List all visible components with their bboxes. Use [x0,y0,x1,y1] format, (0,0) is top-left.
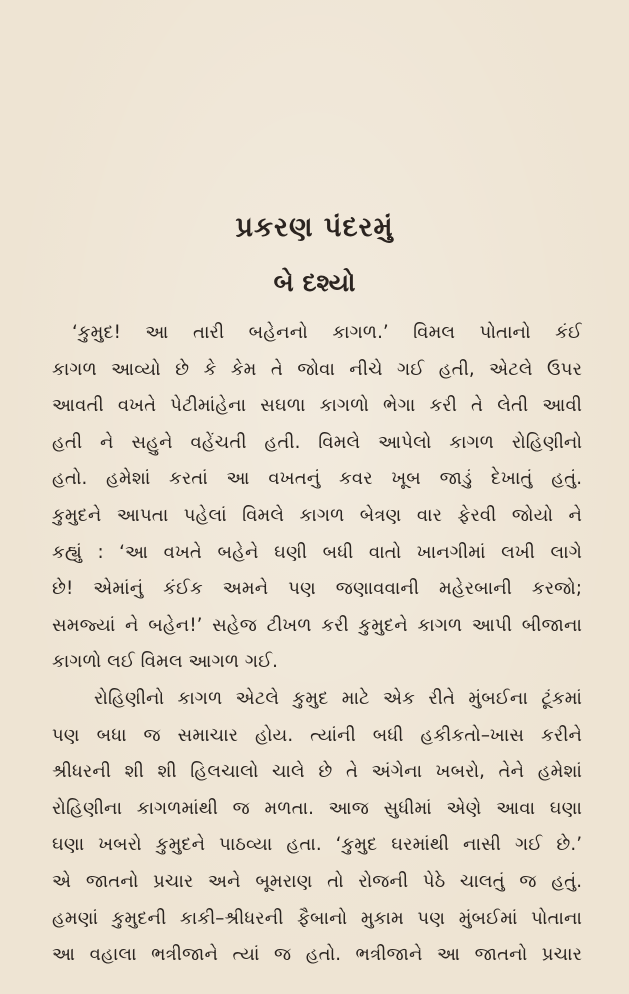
paragraph-1 [52,315,582,681]
text-line: ઘણા ખબરો કુમુદને પાઠવ્યા હતા. ‘કુમુદ ઘરમાંથી નાસી ગઈ છે.’ [52,834,582,856]
text-line: હતો. હમેશાં કરતાં આ વખતનું કવર ખૂબ જાડું દેખાતું હતું. [52,468,582,490]
text-line: કાગળ આવ્યો છે કે કેમ તે જોવા નીચે ગઈ હતી, એટલે ઉપર [52,358,582,380]
text-line: ‘કુમુદ! આ તારી બહેનનો કાગળ.’ વિમલ પોતાનો કંઈ [72,322,582,343]
text-line: કુમુદને આપતા પહેલાં વિમલે કાગળ બેત્રણ વાર ફેરવી જોયો ને [52,504,582,526]
text-line: આવતી વખતે પેટીમાંહેના સઘળા કાગળો ભેગા કરી તે લેતી આવી [52,395,582,417]
text-line: કહ્યું : ‘આ વખતે બહેને ઘણી બધી વાતો ખાનગીમાં લખી લાગે [52,541,582,563]
text-line: આ વહાલા ભત્રીજાને ત્યાં જ હતો. ભત્રીજાને આ જાતનો પ્રચાર [52,944,582,966]
text-line: રોહિણીનો કાગળ એટલે કુમુદ માટે એક રીતે મુંબઈના ટૂંકમાં [94,687,582,709]
text-line: હતી ને સહુને વહેંચતી હતી. વિમલે આપેલો કાગળ રોહિણીનો [52,431,582,453]
text-line: હમણાં કુમુદની કાકી–શ્રીધરની ફૈબાનો મુકામ પણ મુંબઈમાં પોતાના [52,907,582,929]
chapter-subtitle: બે દશ્યો [273,268,356,297]
body-text [52,315,582,974]
text-line: રોહિણીના કાગળમાંથી જ મળતા. આજ સુધીમાં એણે આવા ઘણા [52,797,582,819]
paragraph-2 [52,681,582,974]
chapter-title: પ્રકરણ પંદરમું [235,212,394,243]
text-line: પણ બધા જ સમાચાર હોય. ત્યાંની બધી હકીકતો–ખાસ કરીને [52,724,582,746]
text-line: એ જાતનો પ્રચાર અને બૂમરાણ તો રોજની પેઠે ચાલતું જ હતું. [52,870,582,892]
text-line: કાગળો લઈ વિમલ આગળ ગઈ. [52,651,278,673]
text-line: છે! એમાંનું કંઈક અમને પણ જણાવવાની મહેરબાની કરજો; [52,578,582,600]
text-line: શ્રીધરની શી શી હિલચાલો ચાલે છે તે અંગેના ખબરો, તેને હમેશાં [52,761,582,783]
text-line: સમજ્યાં ને બહેન!’ સહેજ ટીખળ કરી કુમુદને કાગળ આપી બીજાના [52,614,582,636]
